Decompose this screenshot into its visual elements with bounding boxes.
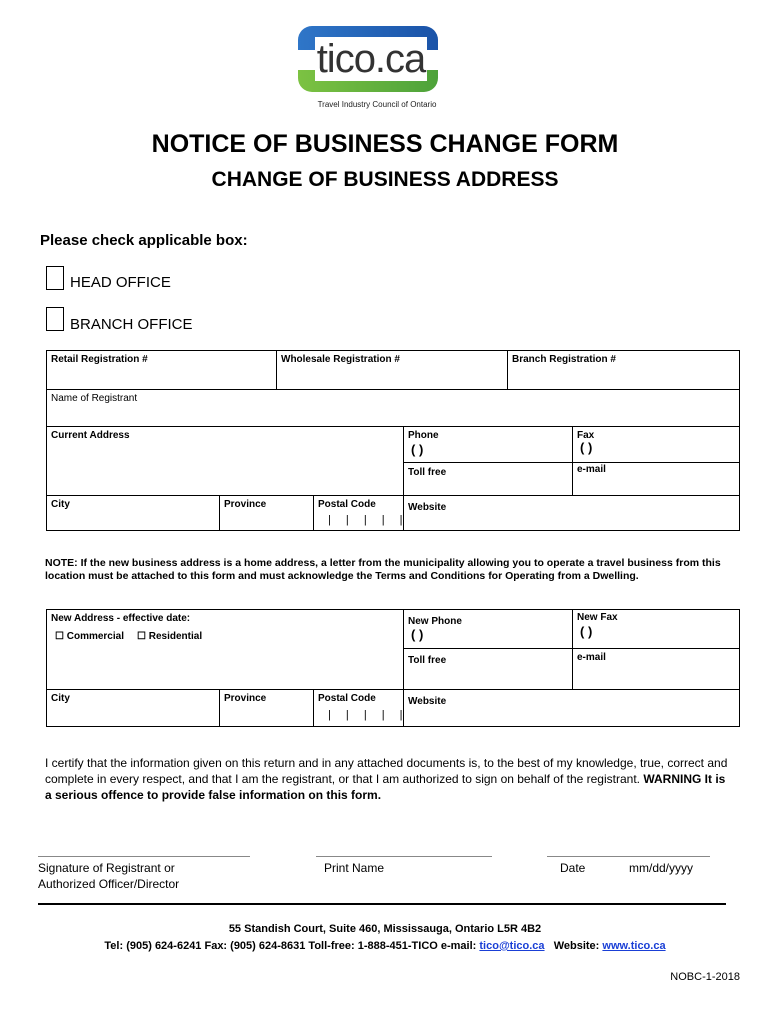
home-address-note: NOTE: If the new business address is a home address, a letter from the municipality allowing you to operate a travel business from this location must be attached to this form and must acknowledge the Terms and Conditions for Operating from a Dwelling. — [45, 557, 721, 582]
new-address-label: New Address - effective date: — [51, 613, 191, 624]
fax-area-code: ( ) — [580, 440, 593, 455]
new-province-label: Province — [224, 693, 267, 704]
print-name-line[interactable] — [316, 856, 492, 857]
residential-option[interactable]: ☐ Residential — [137, 631, 203, 642]
website-label: Website — [408, 502, 447, 513]
new-postal-code-label: Postal Code — [318, 693, 376, 704]
signature-label-line1: Signature of Registrant or — [38, 861, 175, 875]
head-office-label: HEAD OFFICE — [70, 274, 171, 291]
toll-free-label: Toll free — [408, 467, 447, 478]
footer-contact-text: Tel: (905) 624-6241 Fax: (905) 624-8631 Toll-free: 1-888-451-TICO e-mail: — [104, 940, 477, 952]
new-phone-field[interactable] — [403, 609, 573, 649]
email-label: e-mail — [577, 464, 606, 475]
phone-area-code: ( ) — [411, 442, 424, 457]
current-address-field[interactable] — [46, 426, 404, 496]
province-label: Province — [224, 499, 267, 510]
new-email-label: e-mail — [577, 652, 606, 663]
name-of-registrant-label: Name of Registrant — [51, 393, 138, 404]
retail-registration-field[interactable] — [46, 350, 277, 390]
toll-free-field[interactable] — [403, 462, 573, 496]
name-of-registrant-field[interactable] — [46, 389, 740, 427]
certification-statement: I certify that the information given on this return and in any attached documents is, to the best of my knowledge, true, correct and complete in every respect, and that I am the registrant, or that I am authorized to sign on behalf of the registrant. — [45, 756, 728, 786]
new-fax-label: New Fax — [577, 612, 618, 623]
new-website-field[interactable] — [403, 689, 740, 727]
new-phone-area-code: ( ) — [411, 627, 424, 642]
phone-label: Phone — [408, 430, 439, 441]
email-field[interactable] — [572, 462, 740, 496]
logo-tagline: Travel Industry Council of Ontario — [317, 100, 437, 109]
print-name-label: Print Name — [324, 861, 385, 875]
postal-code-label: Postal Code — [318, 499, 376, 510]
city-label: City — [51, 499, 70, 510]
branch-office-label: BRANCH OFFICE — [70, 316, 193, 333]
city-field[interactable] — [46, 495, 220, 531]
new-website-label: Website — [408, 696, 447, 707]
new-phone-label: New Phone — [408, 616, 462, 627]
fax-field[interactable] — [572, 426, 740, 463]
new-city-label: City — [51, 693, 70, 704]
fax-label: Fax — [577, 430, 595, 441]
head-office-checkbox[interactable] — [46, 266, 64, 290]
phone-field[interactable] — [403, 426, 573, 463]
footer-website-label: Website: — [553, 940, 600, 952]
signature-label-line2: Authorized Officer/Director — [38, 877, 180, 891]
branch-registration-label: Branch Registration # — [512, 354, 616, 365]
footer-divider — [38, 903, 726, 905]
form-title: NOTICE OF BUSINESS CHANGE FORM — [151, 130, 619, 158]
new-postal-code-ticks: | | | | | — [328, 709, 409, 721]
form-subtitle: CHANGE OF BUSINESS ADDRESS — [211, 168, 559, 191]
retail-registration-label: Retail Registration # — [51, 354, 148, 365]
date-line[interactable] — [547, 856, 710, 857]
date-label: Date — [560, 861, 586, 875]
new-fax-area-code: ( ) — [580, 624, 593, 639]
footer-email-link[interactable]: tico@tico.ca — [479, 940, 545, 952]
signature-line[interactable] — [38, 856, 250, 857]
branch-office-checkbox[interactable] — [46, 307, 64, 331]
province-field[interactable] — [219, 495, 314, 531]
new-toll-free-field[interactable] — [403, 648, 573, 690]
new-city-field[interactable] — [46, 689, 220, 727]
new-fax-field[interactable] — [572, 609, 740, 649]
warning-text: WARNING It is a serious offence to provide false information on this form. — [45, 772, 726, 802]
new-province-field[interactable] — [219, 689, 314, 727]
tico-logo — [296, 26, 456, 112]
new-postal-code-field[interactable] — [313, 689, 404, 727]
postal-code-ticks: | | | | | — [328, 514, 409, 526]
wholesale-registration-label: Wholesale Registration # — [281, 354, 400, 365]
signature-label — [38, 860, 179, 892]
new-email-field[interactable] — [572, 648, 740, 690]
current-address-label: Current Address — [51, 430, 130, 441]
footer-contact — [0, 940, 770, 952]
website-field[interactable] — [403, 495, 740, 531]
date-format-label: mm/dd/yyyy — [629, 861, 694, 875]
new-toll-free-label: Toll free — [408, 655, 447, 666]
new-address-field[interactable] — [46, 609, 404, 690]
check-prompt: Please check applicable box: — [40, 232, 248, 249]
branch-registration-field[interactable] — [507, 350, 740, 390]
footer-address: 55 Standish Court, Suite 460, Mississauga, Ontario L5R 4B2 — [228, 923, 542, 935]
wholesale-registration-field[interactable] — [276, 350, 508, 390]
commercial-option[interactable]: ☐ Commercial — [55, 631, 124, 642]
logo-text: tico.ca — [316, 37, 426, 81]
footer-website-link[interactable]: www.tico.ca — [602, 940, 666, 952]
form-code: NOBC-1-2018 — [670, 971, 740, 983]
certification-text — [45, 755, 735, 803]
